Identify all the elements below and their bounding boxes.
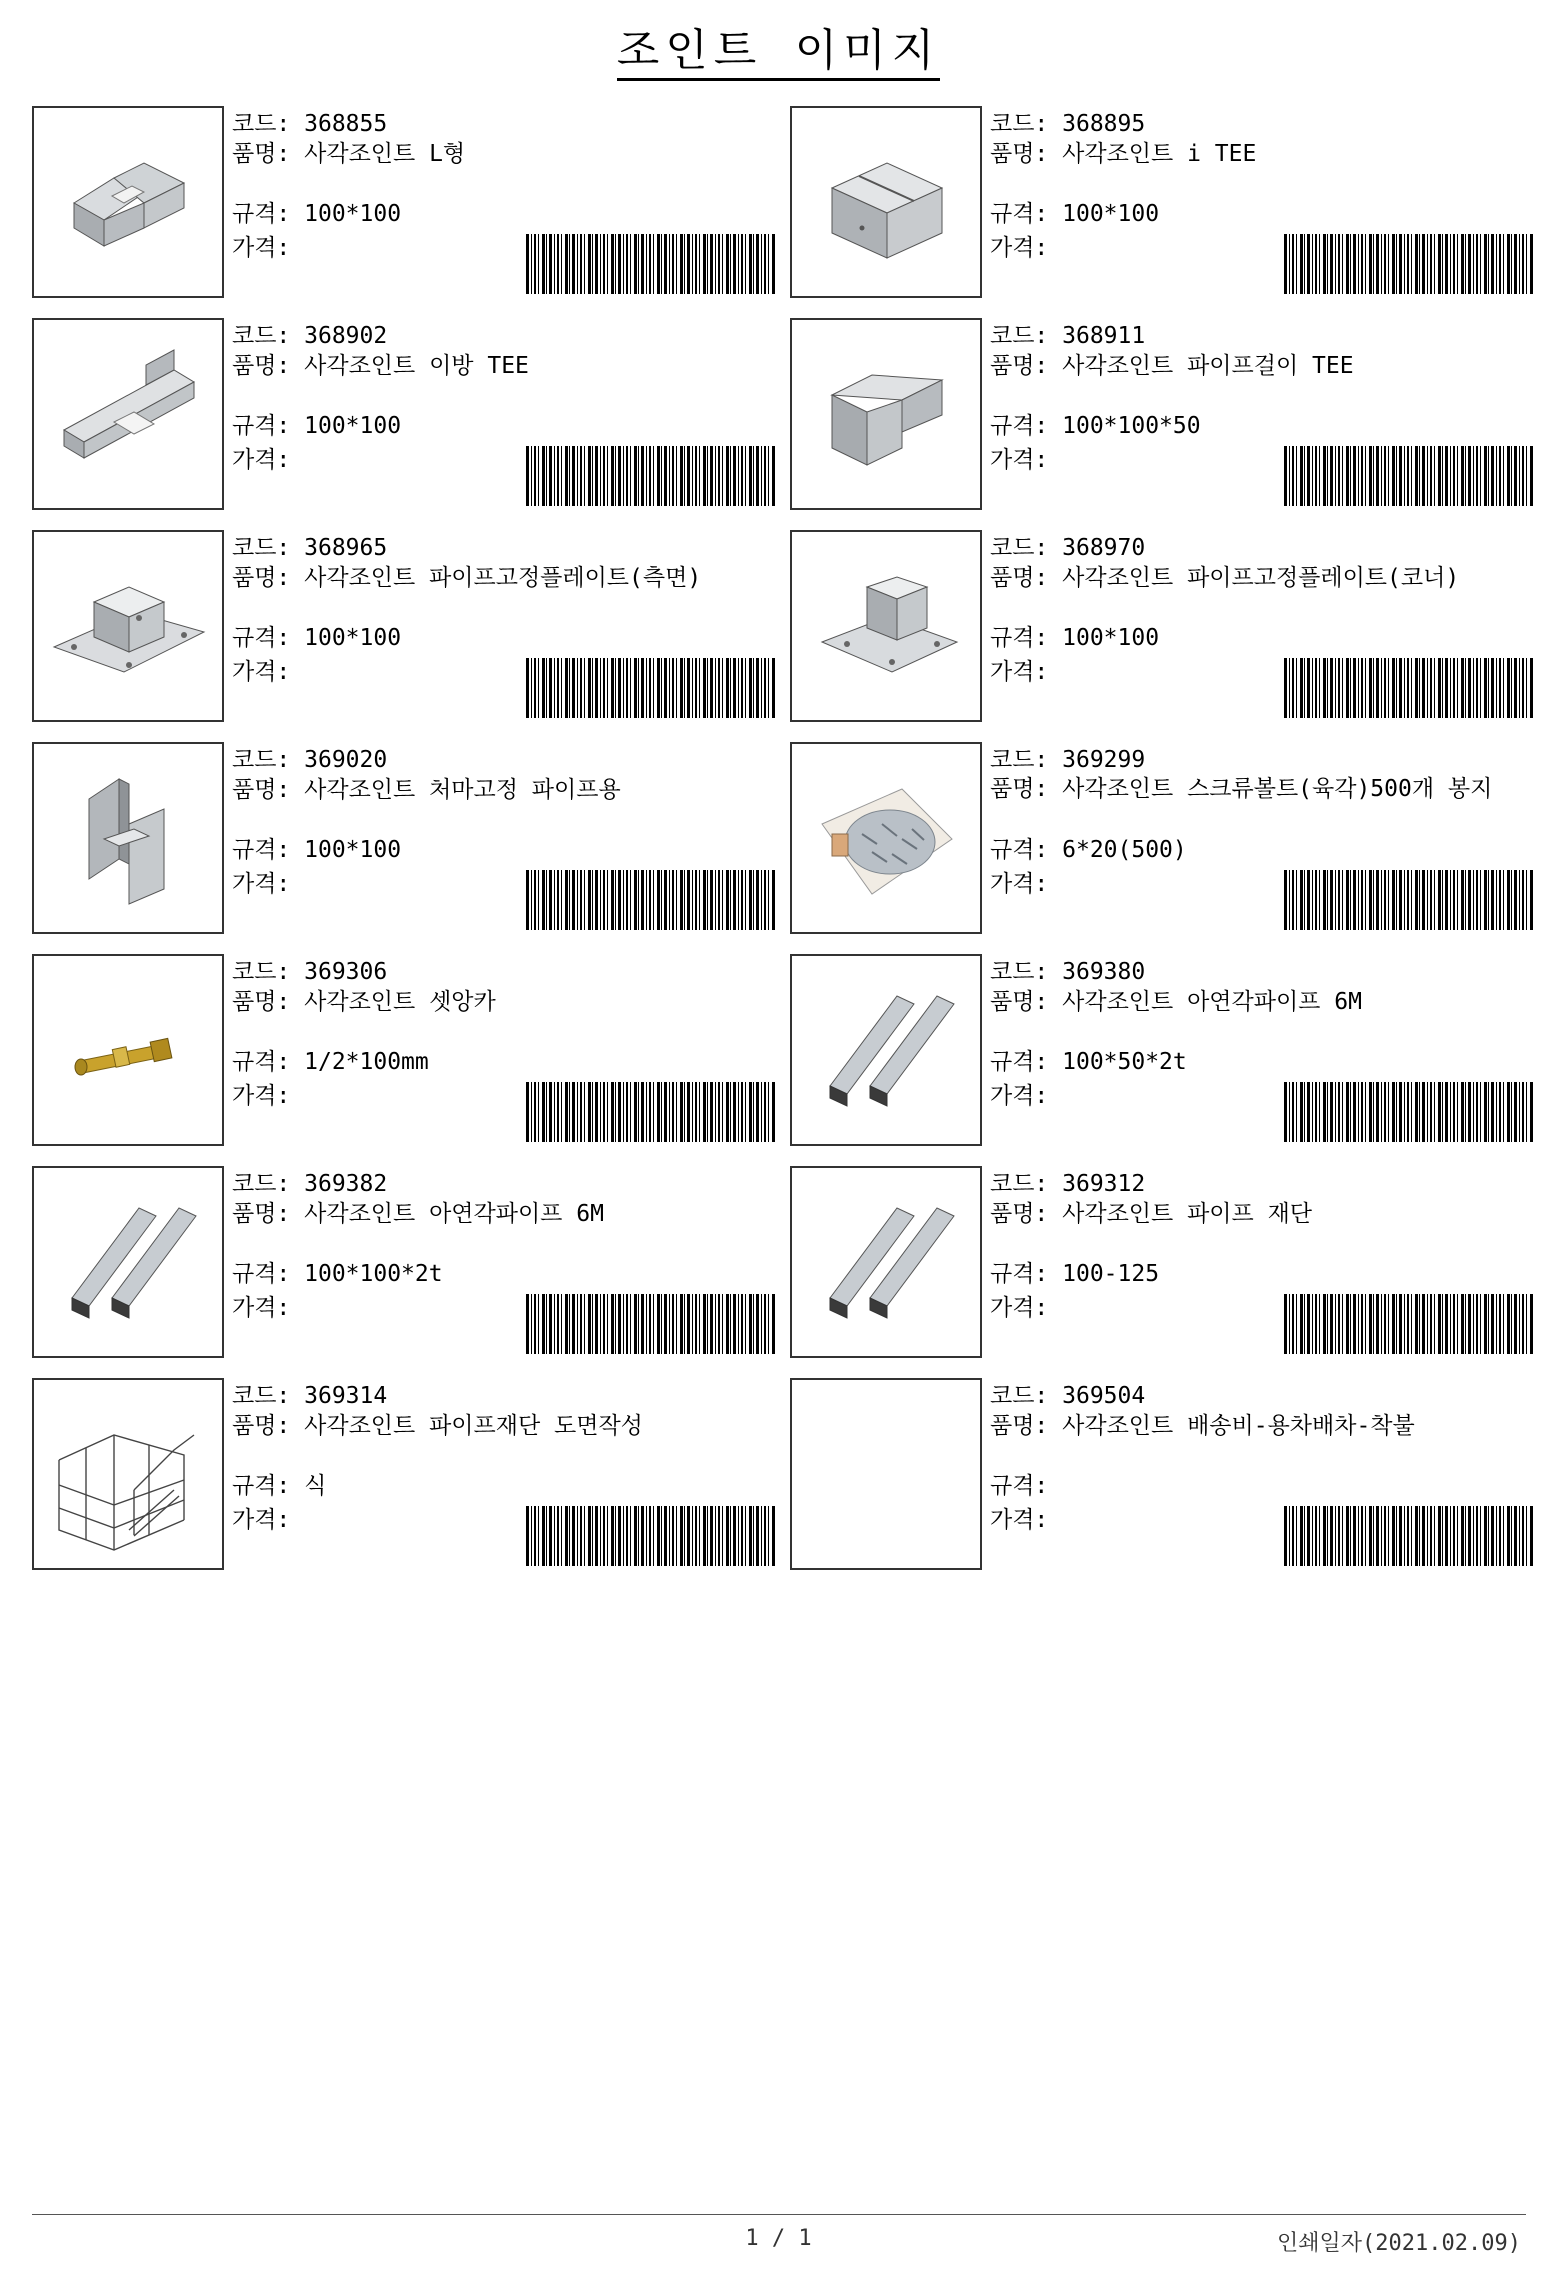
item-price: 가격: bbox=[232, 1295, 291, 1321]
product-card bbox=[790, 742, 1540, 934]
item-spec: 규격: 100*100*2t bbox=[232, 1261, 443, 1287]
barcode bbox=[1284, 1294, 1534, 1354]
barcode bbox=[1284, 870, 1534, 930]
item-code: 코드: 368965 bbox=[232, 535, 388, 561]
item-spec: 규격: bbox=[990, 1473, 1049, 1499]
product-card bbox=[790, 318, 1540, 510]
product-card bbox=[32, 1378, 782, 1570]
item-price: 가격: bbox=[990, 659, 1049, 685]
barcode bbox=[1284, 658, 1534, 718]
product-image-set-anchor bbox=[32, 954, 224, 1146]
item-price: 가격: bbox=[232, 871, 291, 897]
item-price: 가격: bbox=[990, 1083, 1049, 1109]
item-price: 가격: bbox=[232, 447, 291, 473]
item-code: 코드: 369306 bbox=[232, 959, 388, 985]
item-name: 품명: 사각조인트 파이프 재단 bbox=[990, 1201, 1313, 1227]
item-spec: 규격: 100*100 bbox=[232, 413, 402, 439]
barcode bbox=[526, 1294, 776, 1354]
barcode bbox=[526, 234, 776, 294]
item-name: 품명: 사각조인트 i TEE bbox=[990, 141, 1257, 167]
item-spec: 규격: 식 bbox=[232, 1473, 327, 1499]
item-code: 코드: 369314 bbox=[232, 1383, 388, 1409]
item-spec: 규격: 100*50*2t bbox=[990, 1049, 1187, 1075]
item-code: 코드: 368902 bbox=[232, 323, 388, 349]
item-code: 코드: 368895 bbox=[990, 111, 1146, 137]
item-name: 품명: 사각조인트 아연각파이프 6M bbox=[990, 989, 1362, 1015]
item-spec: 규격: 100*100 bbox=[232, 625, 402, 651]
product-image-screw-bag bbox=[790, 742, 982, 934]
product-card bbox=[32, 742, 782, 934]
product-image-plate-corner bbox=[790, 530, 982, 722]
item-price: 가격: bbox=[232, 659, 291, 685]
product-image-two-way-tee bbox=[32, 318, 224, 510]
item-name: 품명: 사각조인트 셋앙카 bbox=[232, 989, 496, 1015]
product-image-i-tee bbox=[790, 106, 982, 298]
footer-divider bbox=[32, 2214, 1526, 2215]
barcode bbox=[526, 1082, 776, 1142]
barcode bbox=[526, 870, 776, 930]
barcode bbox=[526, 1506, 776, 1566]
item-price: 가격: bbox=[232, 1507, 291, 1533]
item-name: 품명: 사각조인트 스크류볼트(육각)500개 봉지 bbox=[990, 776, 1493, 802]
item-price: 가격: bbox=[990, 1507, 1049, 1533]
item-code: 코드: 369299 bbox=[990, 747, 1146, 773]
item-code: 코드: 368970 bbox=[990, 535, 1146, 561]
page-title: 조인트 이미지 bbox=[0, 14, 1557, 78]
product-image-pipes bbox=[790, 954, 982, 1146]
item-name: 품명: 사각조인트 배송비-용차배차-착불 bbox=[990, 1413, 1415, 1439]
product-card bbox=[790, 530, 1540, 722]
page-number: 1 / 1 bbox=[745, 2226, 812, 2251]
product-image-l-joint bbox=[32, 106, 224, 298]
item-code: 코드: 368911 bbox=[990, 323, 1146, 349]
item-name: 품명: 사각조인트 파이프재단 도면작성 bbox=[232, 1413, 643, 1439]
item-price: 가격: bbox=[990, 447, 1049, 473]
product-image-pipes bbox=[790, 1166, 982, 1358]
item-code: 코드: 369382 bbox=[232, 1171, 388, 1197]
item-spec: 규격: 100*100*50 bbox=[990, 413, 1201, 439]
item-spec: 규격: 100*100 bbox=[990, 201, 1160, 227]
product-card bbox=[32, 954, 782, 1146]
item-name: 품명: 사각조인트 파이프고정플레이트(측면) bbox=[232, 565, 702, 591]
barcode bbox=[1284, 1082, 1534, 1142]
item-spec: 규격: 1/2*100mm bbox=[232, 1049, 429, 1075]
item-name: 품명: 사각조인트 L형 bbox=[232, 141, 466, 167]
item-spec: 규격: 100*100 bbox=[990, 625, 1160, 651]
item-code: 코드: 369020 bbox=[232, 747, 388, 773]
item-name: 품명: 사각조인트 아연각파이프 6M bbox=[232, 1201, 604, 1227]
item-spec: 규격: 6*20(500) bbox=[990, 837, 1187, 863]
product-card bbox=[790, 106, 1540, 298]
item-price: 가격: bbox=[232, 1083, 291, 1109]
item-code: 코드: 369380 bbox=[990, 959, 1146, 985]
barcode bbox=[1284, 234, 1534, 294]
print-date: 인쇄일자(2021.02.09) bbox=[1277, 2231, 1521, 2256]
product-image-plate-side bbox=[32, 530, 224, 722]
product-image-pipe-hanger-tee bbox=[790, 318, 982, 510]
item-spec: 규격: 100-125 bbox=[990, 1261, 1160, 1287]
barcode bbox=[526, 658, 776, 718]
product-card bbox=[32, 530, 782, 722]
item-name: 품명: 사각조인트 이방 TEE bbox=[232, 353, 529, 379]
product-card bbox=[790, 1166, 1540, 1358]
barcode bbox=[526, 446, 776, 506]
product-image-structure-drawing bbox=[32, 1378, 224, 1570]
product-card bbox=[32, 318, 782, 510]
item-code: 코드: 369504 bbox=[990, 1383, 1146, 1409]
item-price: 가격: bbox=[990, 871, 1049, 897]
item-code: 코드: 368855 bbox=[232, 111, 388, 137]
item-name: 품명: 사각조인트 파이프고정플레이트(코너) bbox=[990, 565, 1460, 591]
item-spec: 규격: 100*100 bbox=[232, 201, 402, 227]
item-name: 품명: 사각조인트 파이프걸이 TEE bbox=[990, 353, 1354, 379]
item-name: 품명: 사각조인트 처마고정 파이프용 bbox=[232, 777, 621, 803]
item-price: 가격: bbox=[990, 1295, 1049, 1321]
barcode bbox=[1284, 1506, 1534, 1566]
item-price: 가격: bbox=[990, 235, 1049, 261]
product-card bbox=[32, 1166, 782, 1358]
product-image-pipes bbox=[32, 1166, 224, 1358]
product-card bbox=[790, 954, 1540, 1146]
item-spec: 규격: 100*100 bbox=[232, 837, 402, 863]
item-code: 코드: 369312 bbox=[990, 1171, 1146, 1197]
product-card bbox=[32, 106, 782, 298]
item-price: 가격: bbox=[232, 235, 291, 261]
product-card bbox=[790, 1378, 1540, 1570]
product-image-placeholder bbox=[790, 1378, 982, 1570]
product-image-eave-bracket bbox=[32, 742, 224, 934]
barcode bbox=[1284, 446, 1534, 506]
